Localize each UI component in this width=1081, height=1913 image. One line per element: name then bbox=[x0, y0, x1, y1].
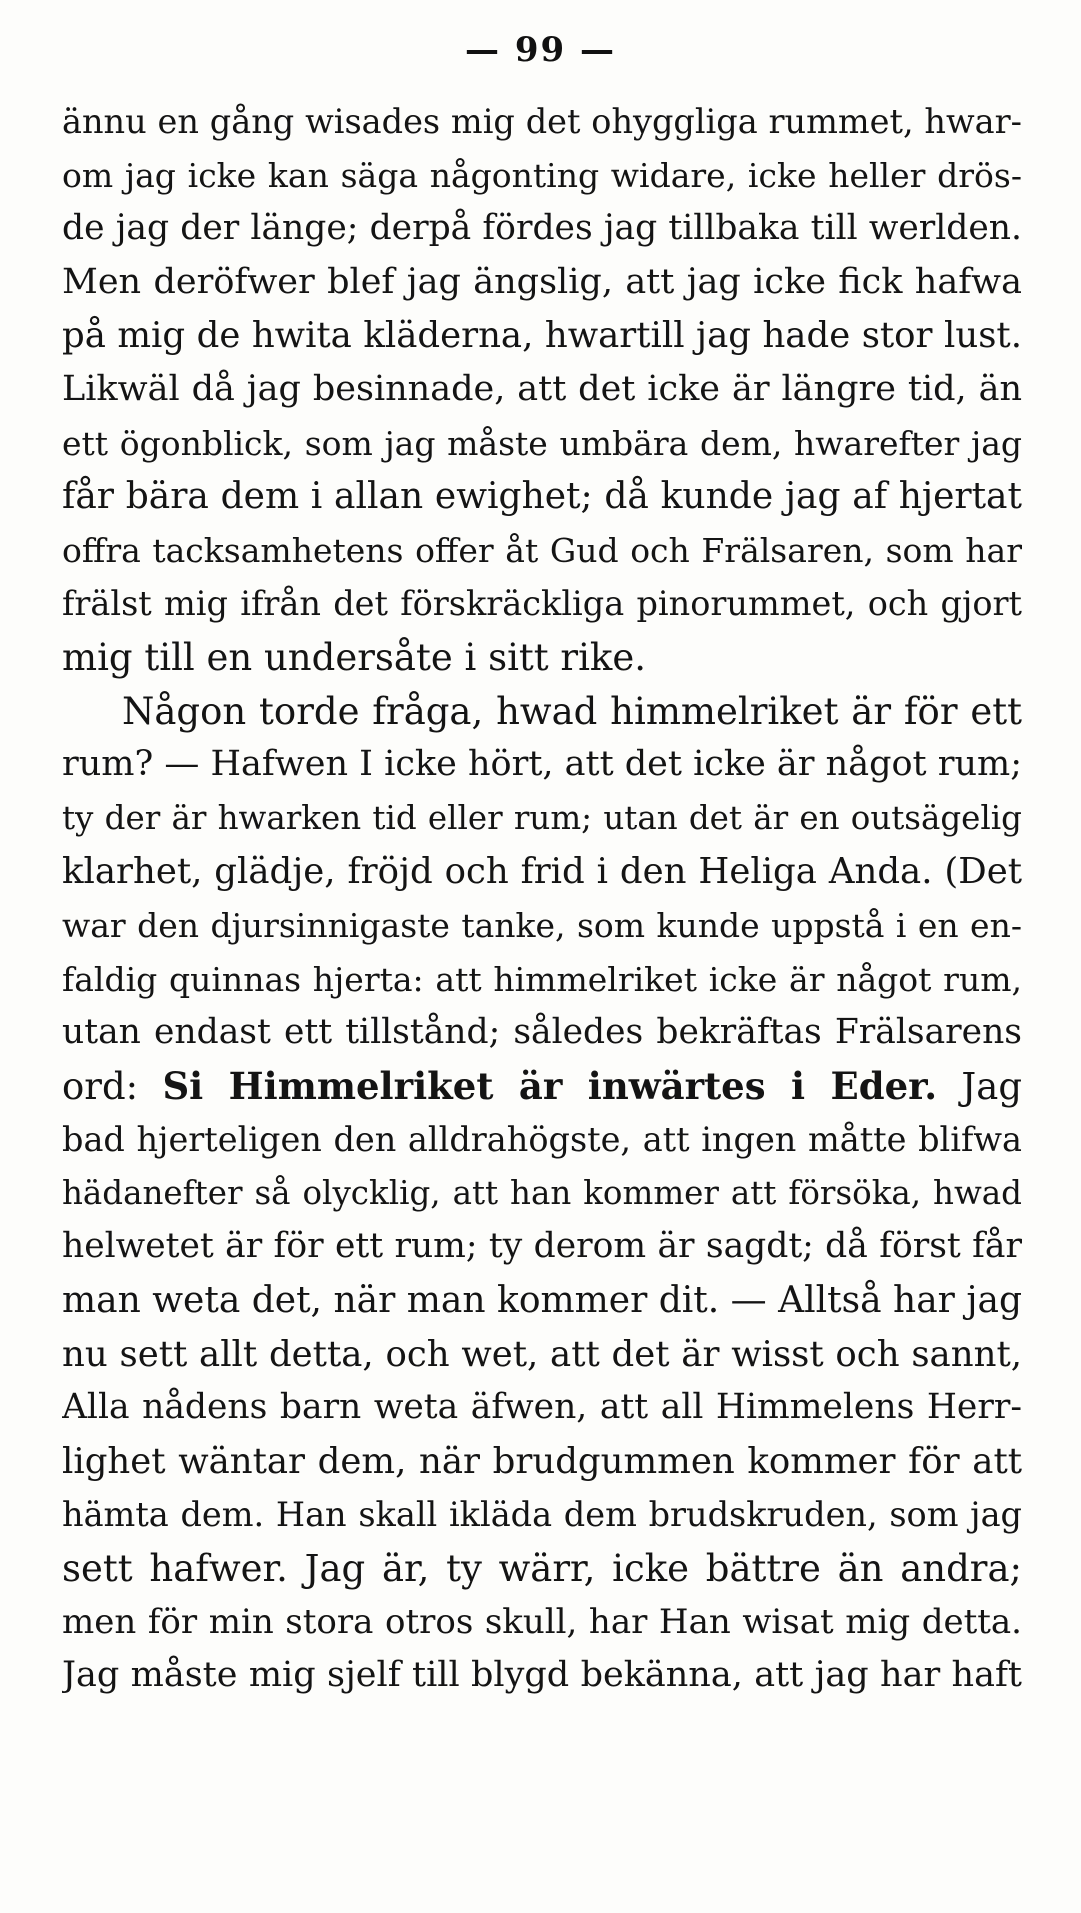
text-line: rum? — Hafwen I icke hört, att det icke är något rum; bbox=[62, 744, 1022, 785]
text-line: bad hjerteligen den alldrahögste, att ingen måtte blifwa bbox=[62, 1120, 1022, 1160]
text-line: lighet wäntar dem, när brudgummen kommer för att bbox=[62, 1440, 1022, 1482]
text-line: nu sett allt detta, och wet, att det är wisst och sannt, bbox=[62, 1333, 1022, 1375]
text-line: faldig quinnas hjerta: att himmelriket icke är något rum, bbox=[62, 959, 1022, 999]
page-number: — 99 — bbox=[465, 30, 616, 70]
body-text bbox=[62, 95, 1022, 1703]
text-line: ty der är hwarken tid eller rum; utan det är en outsägelig bbox=[62, 798, 1022, 837]
text-line: de jag der länge; derpå fördes jag tillbaka till werlden. bbox=[62, 208, 1022, 249]
text-line: ännu en gång wisades mig det ohyggliga rummet, hwar- bbox=[62, 102, 1022, 141]
text-line: men för min stora otros skull, har Han wisat mig detta. bbox=[62, 1601, 1022, 1642]
paragraph-end-line: mig till en undersåte i sitt rike. bbox=[62, 635, 646, 679]
text-line: utan endast ett tillstånd; således bekräftas Frälsarens bbox=[62, 1012, 1022, 1053]
text-line: Men deröfwer blef jag ängslig, att jag icke fick hafwa bbox=[62, 261, 1022, 302]
text-line: offra tacksamhetens offer åt Gud och Frälsaren, som har bbox=[62, 530, 1022, 570]
text-line: sett hafwer. Jag är, ty wärr, icke bättre än andra; bbox=[62, 1547, 1022, 1591]
quote-line bbox=[62, 1060, 1022, 1114]
paragraph-start-line: Någon torde fråga, hwad himmelriket är för ett bbox=[122, 689, 1022, 733]
text-line: om jag icke kan säga någonting widare, icke heller drös- bbox=[62, 155, 1022, 195]
text-line: klarhet, glädje, fröjd och frid i den Heliga Anda. (Det bbox=[62, 851, 1022, 893]
text-line: Alla nådens barn weta äfwen, att all Himmelens Herr- bbox=[62, 1387, 1022, 1428]
text-line: hädanefter så olycklig, att han kommer att försöka, hwad bbox=[62, 1173, 1022, 1212]
text-line: helwetet är för ett rum; ty derom är sagdt; då först får bbox=[62, 1226, 1022, 1267]
bible-quote: Si Himmelriket är inwärtes i Eder. bbox=[162, 1063, 938, 1108]
text-line: man weta det, när man kommer dit. — Alltså har jag bbox=[62, 1280, 1022, 1322]
text-line: war den djursinnigaste tanke, som kunde uppstå i en en- bbox=[62, 905, 1022, 945]
text-line: hämta dem. Han skall ikläda dem brudskruden, som jag bbox=[62, 1495, 1022, 1535]
text-line: ett ögonblick, som jag måste umbära dem, hwarefter jag bbox=[62, 423, 1022, 463]
quote-line-end: Jag bbox=[937, 1064, 1022, 1108]
text-line: Jag måste mig sjelf till blygd bekänna, att jag har haft bbox=[62, 1655, 1022, 1696]
text-line: på mig de hwita kläderna, hwartill jag hade stor lust. bbox=[62, 315, 1022, 357]
text-line: frälst mig ifrån det förskräckliga pinorummet, och gjort bbox=[62, 584, 1022, 624]
quote-line-start: ord: bbox=[62, 1064, 163, 1108]
text-line: får bära dem i allan ewighet; då kunde jag af hjertat bbox=[62, 476, 1022, 518]
text-line: Likwäl då jag besinnade, att det icke är längre tid, än bbox=[62, 368, 1022, 409]
